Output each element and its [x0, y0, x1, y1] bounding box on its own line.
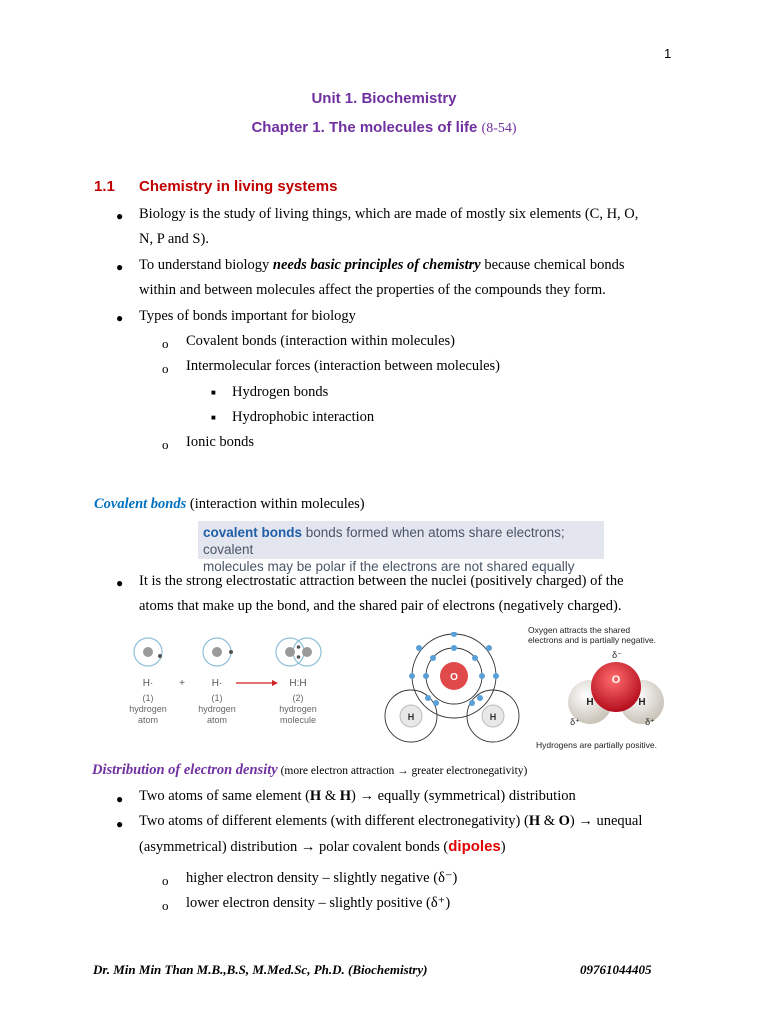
- reaction-arrow: [236, 680, 278, 686]
- section-number: 1.1: [94, 178, 115, 195]
- sub-bullet-marker: o: [162, 361, 169, 376]
- chapter-title-text: Chapter 1. The molecules of life: [251, 119, 478, 136]
- footer-phone: 09761044405: [580, 962, 652, 977]
- bullet-biology-line2: N, P and S).: [139, 231, 209, 247]
- hydrogen-atom-2-diagram: [203, 638, 233, 666]
- oxygen-sphere: [591, 662, 641, 712]
- bullet-same-element: [139, 784, 576, 809]
- water-shell-diagram: [383, 632, 531, 750]
- atom1-caption-3: atom: [137, 715, 159, 725]
- bullet-chemistry-emphasis: needs basic principles of chemistry: [272, 257, 481, 273]
- atom1-caption-2: hydrogen: [129, 704, 167, 714]
- sub-bullet-covalent: Covalent bonds (interaction within molecules): [186, 333, 455, 349]
- bullet-marker: ●: [116, 792, 124, 806]
- bullet-chemistry-line2: within and between molecules affect the properties of the compounds they form.: [139, 282, 606, 298]
- atom2-caption-2: hydrogen: [198, 704, 236, 714]
- molecule-symbol: H:H: [289, 678, 307, 689]
- distribution-heading: [92, 762, 527, 779]
- polar-top-caption-line2: electrons and is partially negative.: [528, 635, 657, 645]
- page-number: 1: [664, 46, 672, 61]
- dipoles-term: dipoles: [448, 838, 501, 855]
- polar-top-caption-line1: Oxygen attracts the shared: [528, 625, 631, 635]
- sub-bullet-intermolecular: Intermolecular forces (interaction between molecules): [186, 358, 501, 374]
- atom2-caption-3: atom: [206, 715, 228, 725]
- molecule-caption-1: (2): [292, 693, 304, 703]
- different-elements-h: H: [528, 813, 541, 829]
- hydrogen-label-right: H: [489, 712, 497, 722]
- bullet-chemistry-line1: [139, 253, 679, 278]
- atom2-caption-1: (1): [211, 693, 223, 703]
- bullet-marker: ●: [116, 311, 124, 325]
- different-elements-close: ): [500, 839, 506, 855]
- polar-bottom-caption: Hydrogens are partially positive.: [536, 740, 657, 750]
- bullet-chemistry: [139, 253, 679, 303]
- distribution-heading-title: Distribution of electron density: [92, 762, 278, 778]
- polar-hydrogen-label-left: H: [586, 697, 594, 708]
- different-elements-result: ) → unequal: [569, 813, 643, 829]
- different-elements-line1: [139, 809, 679, 834]
- plus-sign: +: [179, 678, 185, 689]
- different-elements-o: O: [558, 813, 570, 829]
- sub-bullet-higher-density: higher electron density – slightly negative (δ⁻): [186, 870, 458, 886]
- delta-plus-right: δ⁺: [645, 717, 655, 727]
- sub-bullet-lower-density: lower electron density – slightly positive (δ⁺): [186, 895, 451, 911]
- delta-minus-label: δ⁻: [612, 650, 622, 660]
- polar-top-caption: [528, 625, 678, 645]
- covalent-definition-line2: molecules may be polar if the electrons are not shared equally: [203, 559, 575, 574]
- square-bullet-marker: ■: [211, 413, 216, 422]
- unit-title: Unit 1. Biochemistry: [311, 90, 457, 107]
- bullet-electrostatic-line1: It is the strong electrostatic attraction between the nuclei (positively charged) of the: [139, 573, 624, 589]
- different-elements-line2-text: (asymmetrical) distribution → polar covalent bonds (: [139, 839, 449, 855]
- sub-bullet-marker: o: [162, 336, 169, 351]
- atom1-caption-1: (1): [142, 693, 154, 703]
- bullet-marker: ●: [116, 817, 124, 831]
- sub-bullet-ionic: Ionic bonds: [186, 434, 255, 450]
- bullet-marker: ●: [116, 209, 124, 223]
- covalent-definition-box: [198, 521, 604, 574]
- sub-bullet-marker: o: [162, 437, 169, 452]
- hydrogen-molecule-figure: [120, 630, 350, 728]
- bullet-chemistry-text: To understand biology: [139, 257, 273, 273]
- different-elements-amp: &: [540, 813, 559, 829]
- sub-bullet-marker: o: [162, 873, 169, 888]
- atom1-symbol: H·: [142, 678, 154, 689]
- bullet-electrostatic-line2: atoms that make up the bond, and the shared pair of electrons (negatively charged).: [139, 598, 622, 614]
- oxygen-label: O: [450, 672, 458, 683]
- covalent-heading: [94, 496, 365, 513]
- covalent-definition-line1: [203, 524, 599, 558]
- different-elements-line2: [139, 834, 679, 860]
- same-element-h2: H: [339, 788, 352, 804]
- distribution-heading-note: (more electron attraction → greater electronegativity): [277, 765, 528, 777]
- covalent-heading-title: Covalent bonds: [94, 496, 187, 512]
- hydrogen-label-left: H: [407, 712, 415, 722]
- hydrogen-atom-1-diagram: [134, 638, 162, 666]
- same-element-text: Two atoms of same element (: [139, 788, 310, 804]
- same-element-result: ) → equally (symmetrical) distribution: [351, 788, 576, 804]
- covalent-heading-note: (interaction within molecules): [186, 496, 365, 512]
- delta-plus-left: δ⁺: [570, 717, 580, 727]
- definition-term: covalent bonds: [203, 525, 303, 540]
- bullet-different-elements: [139, 809, 679, 860]
- subsub-bullet-hydrogen: Hydrogen bonds: [232, 384, 329, 400]
- hydrogen-molecule-diagram: [276, 638, 321, 666]
- bullet-bond-types: Types of bonds important for biology: [139, 308, 356, 324]
- subsub-bullet-hydrophobic: Hydrophobic interaction: [232, 409, 375, 425]
- bullet-electrostatic: [139, 569, 679, 619]
- section-title: Chemistry in living systems: [139, 178, 338, 195]
- chapter-page-range: (8-54): [481, 121, 517, 136]
- definition-text: bonds formed when atoms share electrons; covalent: [203, 525, 565, 557]
- bullet-chemistry-text-end: because chemical bonds: [480, 257, 625, 273]
- polar-water-molecule: [555, 650, 675, 740]
- bullet-biology: [139, 202, 679, 252]
- bullet-marker: ●: [116, 260, 124, 274]
- same-element-h1: H: [309, 788, 322, 804]
- polar-hydrogen-label-right: H: [638, 697, 646, 708]
- sub-bullet-marker: o: [162, 898, 169, 913]
- square-bullet-marker: ■: [211, 388, 216, 397]
- polar-oxygen-label: O: [611, 674, 621, 686]
- molecule-caption-3: molecule: [279, 715, 317, 725]
- molecule-caption-2: hydrogen: [279, 704, 317, 714]
- same-element-amp: &: [321, 788, 340, 804]
- bullet-biology-line1: Biology is the study of living things, which are made of mostly six elements (C, H, O,: [139, 206, 639, 222]
- bullet-marker: ●: [116, 576, 124, 590]
- different-elements-text: Two atoms of different elements (with different electronegativity) (: [139, 813, 529, 829]
- footer-author: Dr. Min Min Than M.B.,B.S, M.Med.Sc, Ph.D. (Biochemistry): [93, 962, 428, 977]
- chapter-title: [0, 119, 768, 137]
- atom2-symbol: H·: [211, 678, 223, 689]
